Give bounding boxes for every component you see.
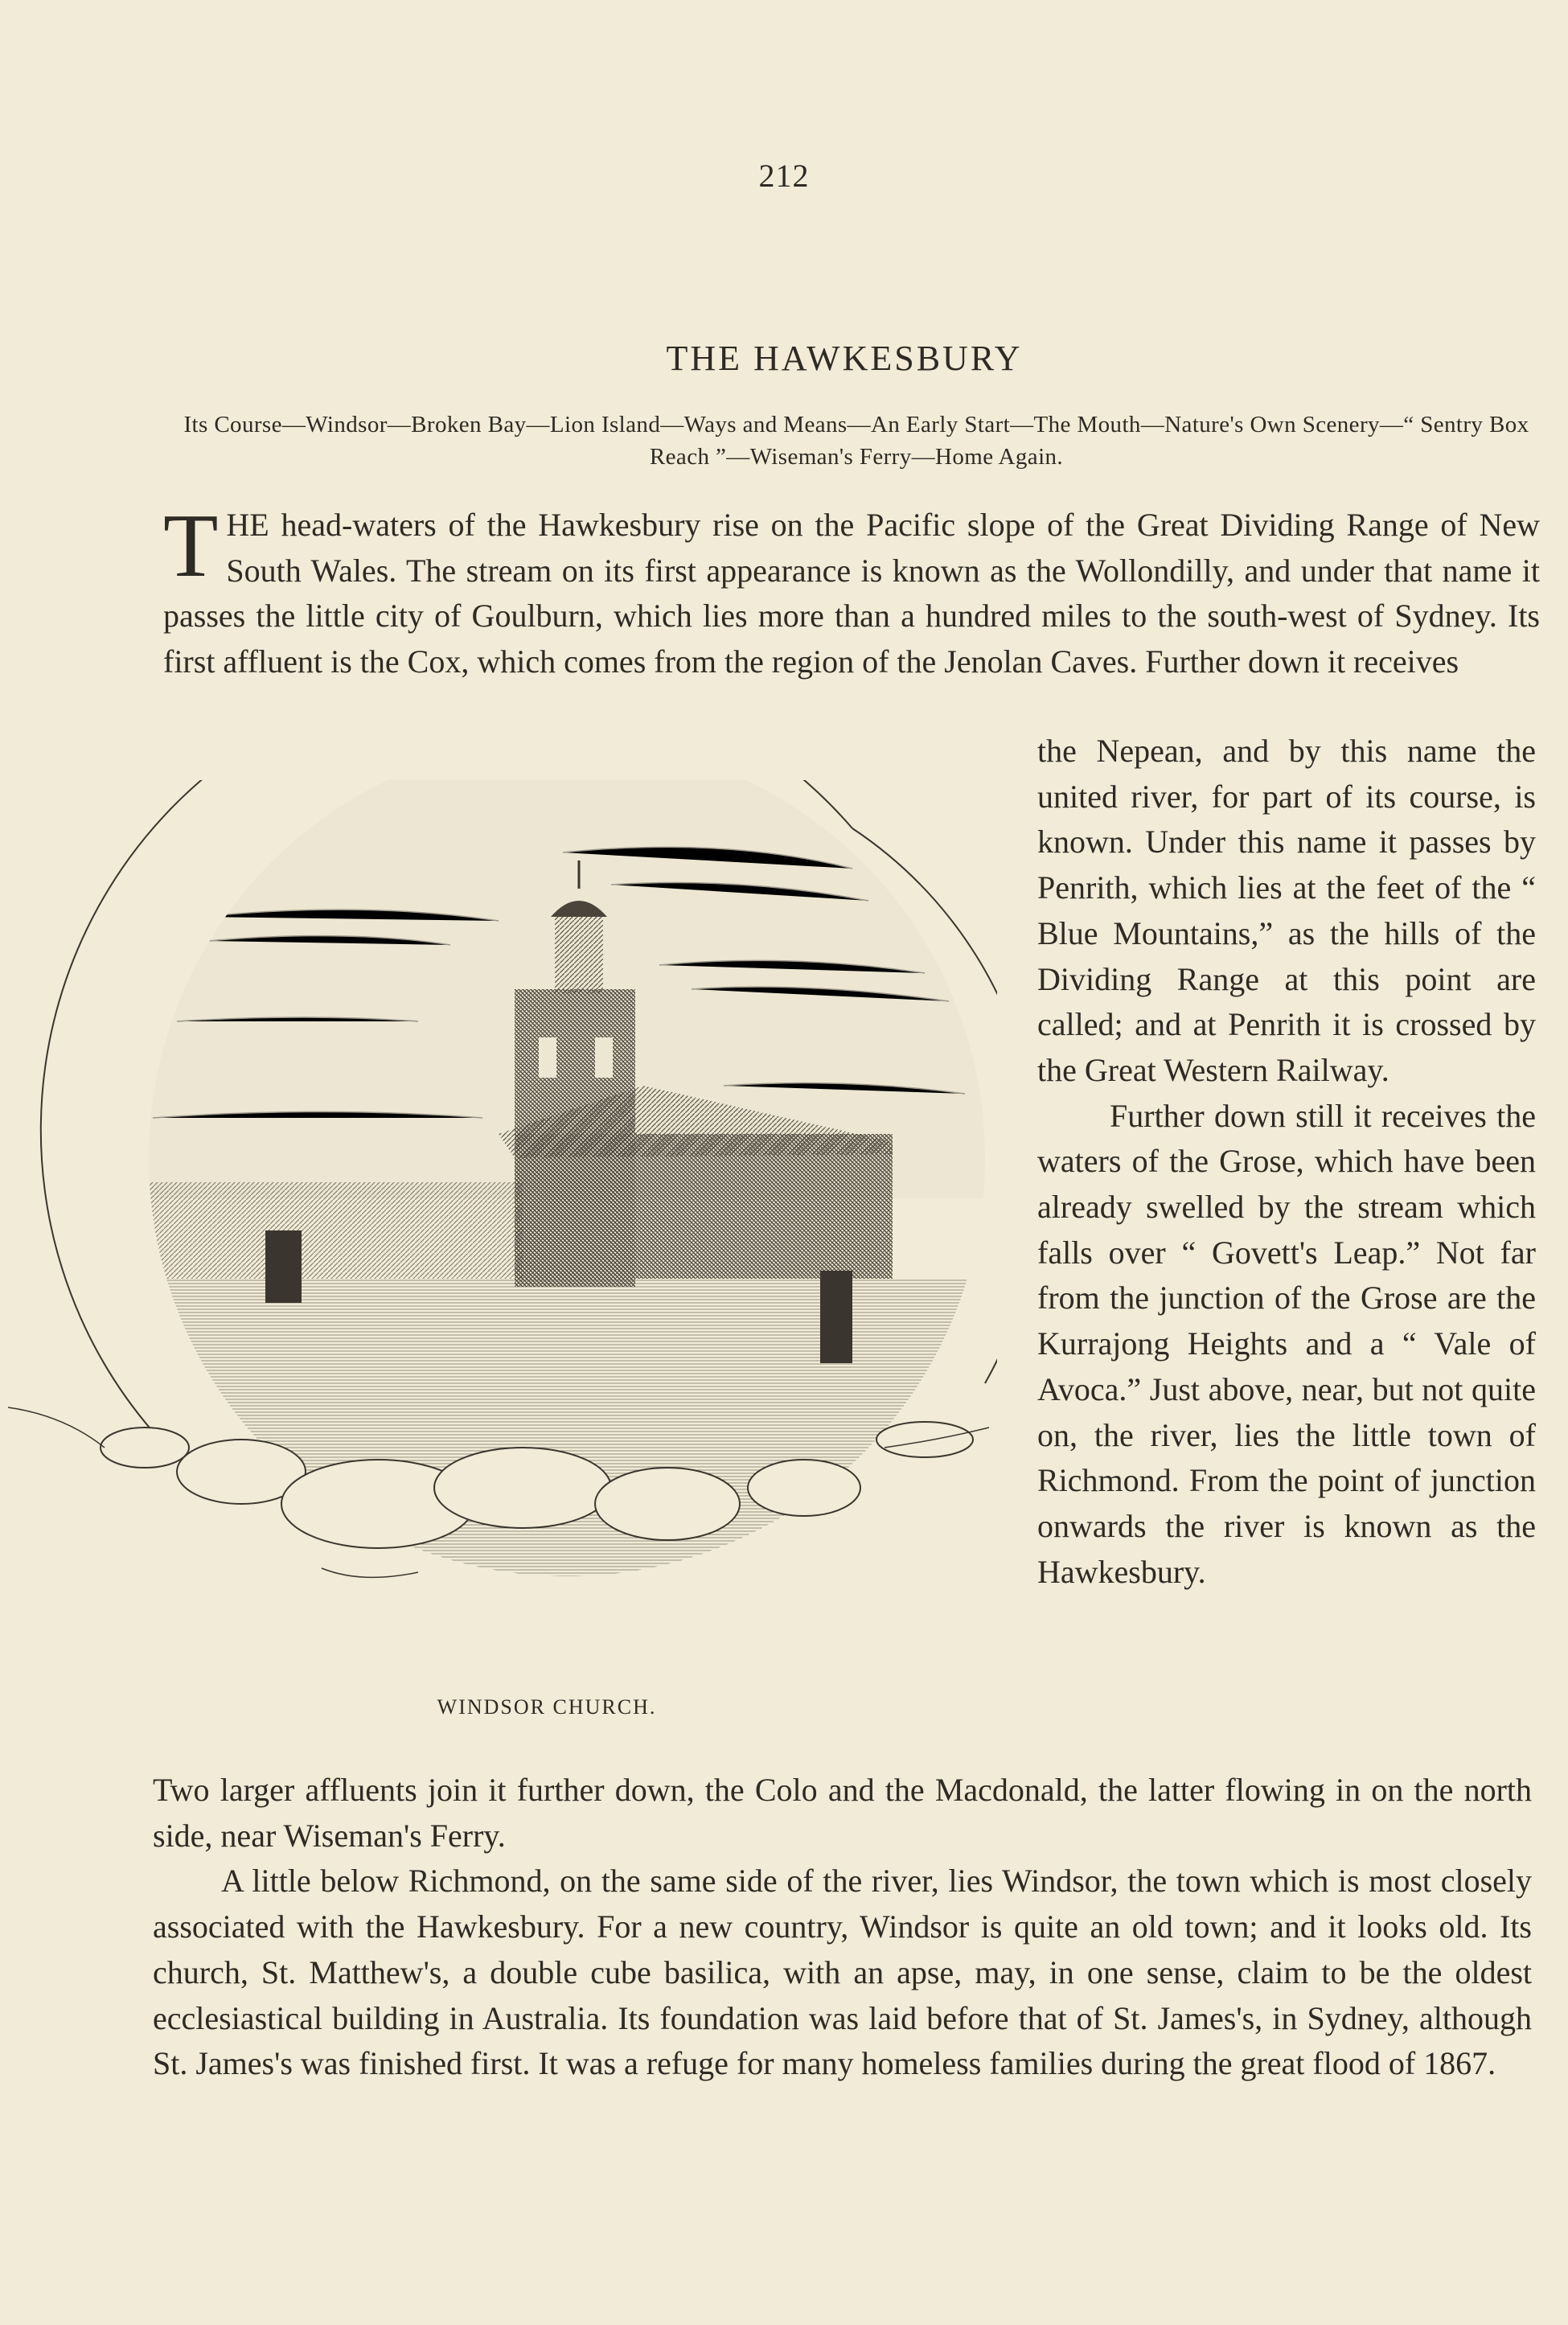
windsor-church-illustration xyxy=(0,780,997,1689)
bottom-text xyxy=(153,1768,1532,2087)
lead-text: HE head-waters of the Hawkesbury rise on the Pacific slope of the Great Dividing Range of New South Wales. The stream on its first appearance is known as the Wollondilly, and under that name it passes the little city of Goulburn, which lies more than a hundred miles to the south-west of Sydney. Its first affluent is the Cox, which comes from the region of the Jenolan Caves. Further down it receives xyxy=(163,507,1540,680)
dropcap: T xyxy=(163,496,219,596)
side-paragraph-1: the Nepean, and by this name the united river, for part of its course, is known. Under this name it passes by Penrith, which lies at the feet of the “ Blue Mountains,” as the hills of the Dividing Range at this point are called; and at Penrith it is crossed by the Great Western Railway. xyxy=(1037,733,1536,1088)
page-number: 212 xyxy=(758,158,810,194)
lead-paragraph xyxy=(163,496,1540,685)
chapter-synopsis: Its Course—Windsor—Broken Bay—Lion Island—Ways and Means—An Early Start—The Mouth—Nature's Own Scenery—“ Sentry Box Reach ”—Wiseman's Ferry—Home Again. xyxy=(183,412,1529,470)
bottom-paragraph-2: A little below Richmond, on the same side of the river, lies Windsor, the town which is most closely associated with the Hawkesbury. For a new country, Windsor is quite an old town; and it looks old. Its church, St. Matthew's, a double cube basilica, with an apse, may, in one sense, claim to be the oldest ecclesiastical building in Australia. Its foundation was laid before that of St. James's, in Sydney, although St. James's was finished first. It was a refuge for many homeless families during the great flood of 1867. xyxy=(153,1863,1532,2082)
chapter-title: THE HAWKESBURY xyxy=(666,339,1023,378)
bottom-paragraph-1: Two larger affluents join it further down, the Colo and the Macdonald, the latter flowing in on the north side, near Wiseman's Ferry. xyxy=(153,1772,1532,1854)
figure-caption: WINDSOR CHURCH. xyxy=(437,1695,657,1719)
side-paragraph-2: Further down still it receives the waters of the Grose, which have been already swelled by the stream which falls over “ Govett's Leap.” Not far from the junction of the Grose are the Kurrajong Heights and a “ Vale of Avoca.” Just above, near, but not quite on, the river, lies the little town of Richmond. From the point of junction onwards the river is known as the Hawkesbury. xyxy=(1037,1097,1536,1590)
side-column xyxy=(1037,729,1536,1595)
